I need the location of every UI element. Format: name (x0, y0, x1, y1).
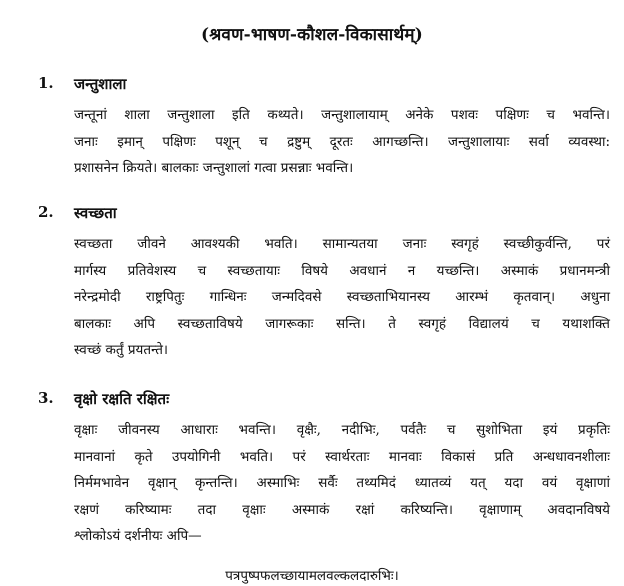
verse-line: पत्रपुष्पफलच्छायामलवल्कलदारुभिः। (225, 568, 399, 584)
section-title: जन्तुशाला (74, 75, 127, 93)
section-paragraph (74, 417, 610, 550)
paragraph-line: जनाः इमान् पक्षिणः पशून् च द्रष्टुम् दूरतः आगच्छन्ति। जन्तुशालायाः सर्वा व्यवस्था: (74, 133, 610, 150)
paragraph-line: श्लोकोऽयं दर्शनीयः अपि— (74, 528, 202, 544)
paragraph-line: जन्तूनां शाला जन्तुशाला इति कथ्यते। जन्तुशालायाम् अनेके पशवः पक्षिणः च भवन्ति। (74, 107, 610, 123)
paragraph-line: प्रशासनेन क्रियते। बालकाः जन्तुशालां गत्वा प्रसन्नाः भवन्ति। (74, 160, 354, 176)
section-paragraph (74, 102, 610, 182)
paragraph-line: रक्षणं करिष्यामः तदा वृक्षाः अस्माकं रक्षां करिष्यन्ति। वृक्षाणाम् अवदानविषये (74, 501, 610, 518)
paragraph-line: मार्गस्य प्रतिवेशस्य च स्वच्छतायाः विषये अवधानं न यच्छन्ति। अस्माकं प्रधानमन्त्री (74, 262, 610, 279)
section-title: वृक्षो रक्षति रक्षितः (74, 390, 170, 408)
page-heading: (श्रवण-भाषण-कौशल-विकासार्थम्) (200, 25, 424, 45)
paragraph-line: निर्ममभावेन वृक्षान् कृन्तन्ति। अस्माभिः सर्वैः तथ्यमिदं ध्यातव्यं यत् यदा वयं वृक्षाणां (74, 475, 610, 491)
section-number: 1. (38, 74, 54, 92)
paragraph-line: बालकाः अपि स्वच्छताविषये जागरूकाः सन्ति। ते स्वगृहं विद्यालयं च यथाशक्ति (74, 315, 610, 332)
section-number: 3. (38, 389, 54, 407)
paragraph-line: स्वच्छता जीवने आवश्यकी भवति। सामान्यतया जनाः स्वगृहं स्वच्छीकुर्वन्ति, परं (74, 236, 610, 252)
section-number: 2. (38, 203, 54, 221)
paragraph-line: स्वच्छं कर्तुं प्रयतन्ते। (74, 342, 169, 358)
paragraph-line: वृक्षाः जीवनस्य आधाराः भवन्ति। वृक्षैः, नदीभिः, पर्वतैः च सुशोभिता इयं प्रकृतिः (74, 422, 610, 438)
section-paragraph (74, 231, 610, 364)
paragraph-line: मानवानां कृते उपयोगिनी भवति। परं स्वार्थरताः मानवाः विकासं प्रति अन्धधावनशीलाः (74, 448, 610, 465)
paragraph-line: नरेन्द्रमोदी राष्ट्रपितुः गान्धिनः जन्मदिवसे स्वच्छताभियानस्य आरम्भं कृतवान्। अधुना (74, 289, 610, 305)
section-title: स्वच्छता (74, 204, 117, 222)
